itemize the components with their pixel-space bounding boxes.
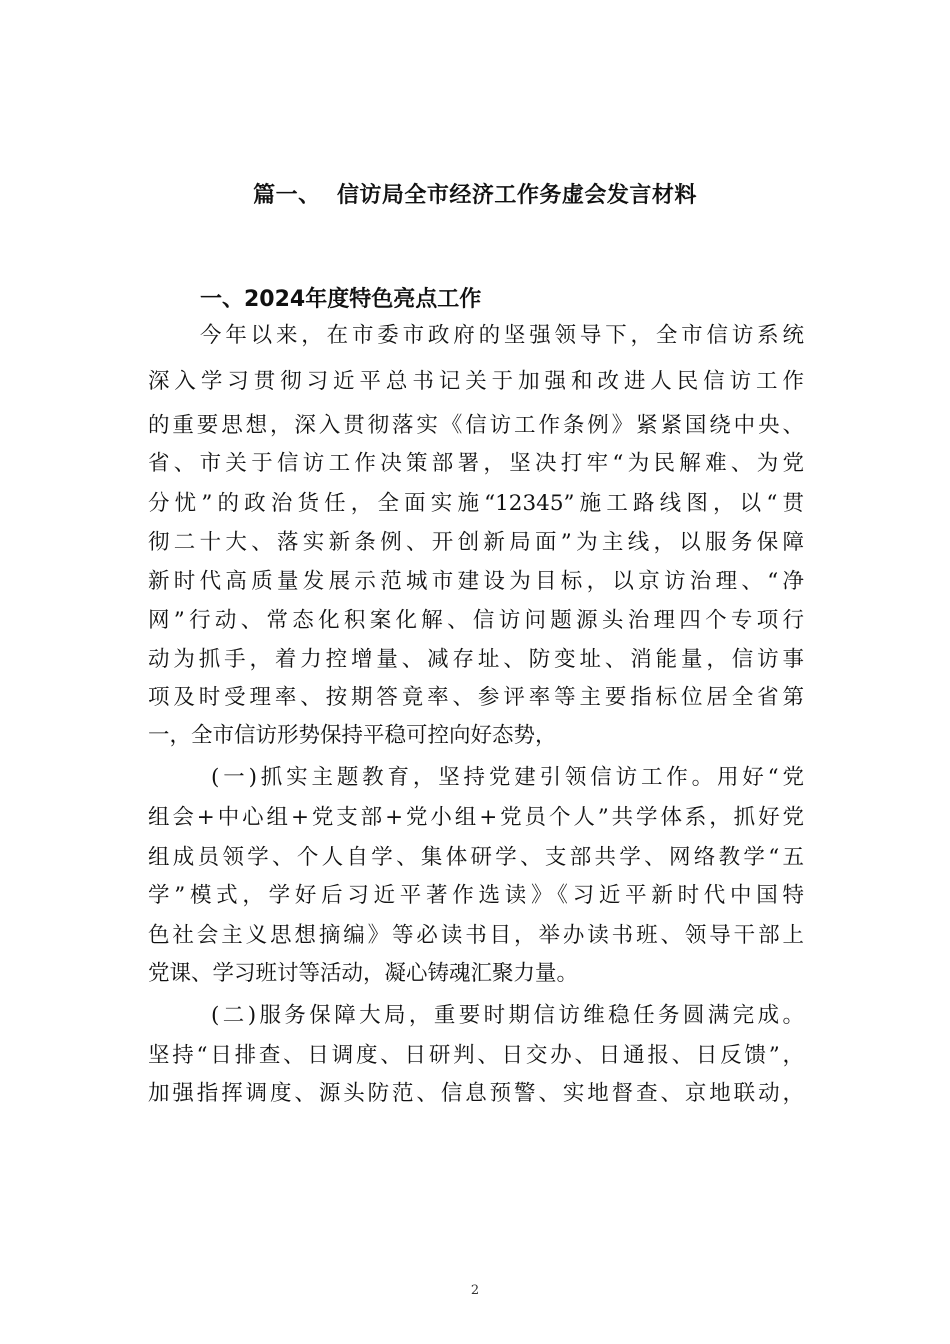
paragraph-line: 省、市关于信访工作决策部署，坚决打牢“为民解难、为党 [148,451,804,476]
paragraph-line: 党课、学习班讨等活动，凝心铸魂汇聚力量。 [148,961,579,986]
paragraph-line: 组成员领学、个人自学、集体研学、支部共学、网络教学“五 [148,845,804,870]
document-title: 篇一、 信访局全市经济工作务虚会发言材料 [253,183,697,208]
page-number: 2 [470,1283,480,1298]
paragraph-line: 组会+中心组+党支部+党小组+党员个人”共学体系，抓好党 [148,805,804,830]
paragraph-line: 坚持“日排查、日调度、日研判、日交办、日通报、日反馈”， [148,1043,804,1068]
paragraph-line: 网”行动、常态化积案化解、信访问题源头治理四个专项行 [148,608,804,633]
paragraph-line: 色社会主义思想摘编》等必读书目，举办读书班、领导干部上 [148,923,804,948]
paragraph-line: 新时代高质量发展示范城市建设为目标，以京访治理、“净 [148,569,804,594]
paragraph-line: (一)抓实主题教育，坚持党建引领信访工作。用好“党 [211,765,804,790]
paragraph-line: 今年以来，在市委市政府的坚强领导下，全市信访系统 [200,323,804,348]
paragraph-line: (二)服务保障大局，重要时期信访维稳任务圆满完成。 [211,1003,804,1028]
paragraph-line: 学”模式，学好后习近平著作选读》《习近平新时代中国特 [148,883,804,908]
section-heading: 一、2024年度特色亮点工作 [200,287,482,312]
paragraph-line: 分忧”的政治货任，全面实施“12345”施工路线图，以“贯 [148,491,804,516]
paragraph-line: 动为抓手，着力控增量、减存址、防变址、消能量，信访事 [148,647,804,672]
paragraph-line: 深入学习贯彻习近平总书记关于加强和改进人民信访工作 [148,369,804,394]
paragraph-line: 项及时受理率、按期答竟率、参评率等主要指标位居全省第 [148,685,804,710]
paragraph-line: 加强指挥调度、源头防范、信息预警、实地督查、京地联动， [148,1081,804,1106]
paragraph-line: 的重要思想，深入贯彻落实《信访工作条例》紧紧国绕中央、 [148,413,804,438]
paragraph-line: 一，全市信访形势保持平稳可控向好态势， [148,723,557,748]
paragraph-line: 彻二十大、落实新条例、开创新局面”为主线，以服务保障 [148,530,804,555]
